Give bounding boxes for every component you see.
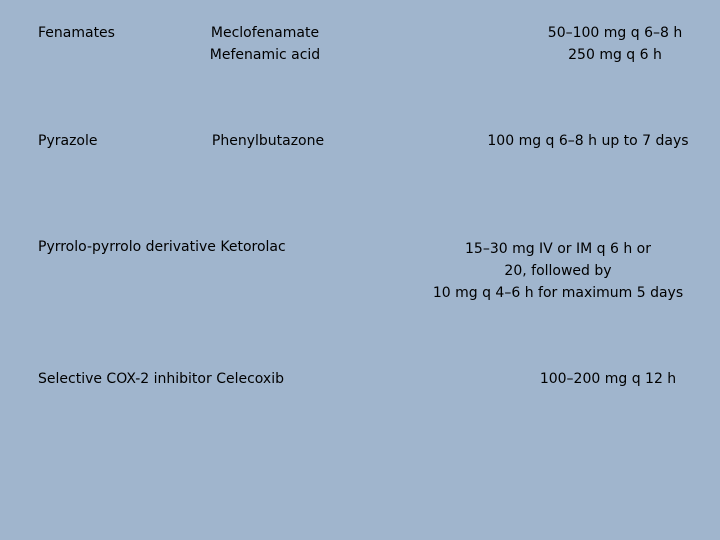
dose-celecoxib: 100–200 mg q 12 h [539,371,677,387]
dose-line: 20, followed by [504,263,612,279]
drug-class-cox2-celecoxib: Selective COX-2 inhibitor Celecoxib [38,371,284,387]
dose-ketorolac [420,238,696,304]
dose-line: 10 mg q 4–6 h for maximum 5 days [432,285,684,301]
drug-class-pyrazole: Pyrazole [38,133,98,149]
drug-names-fenamates [170,22,360,66]
dose-pyrazole: 100 mg q 6–8 h up to 7 days [487,133,689,149]
drug-name: Mefenamic acid [209,47,321,63]
dose-line: 15–30 mg IV or IM q 6 h or [465,241,651,257]
dose-fenamates [520,22,710,66]
drug-name: Meclofenamate [210,25,320,41]
dose-line: 250 mg q 6 h [568,47,662,63]
dose-line: 50–100 mg q 6–8 h [547,25,683,41]
drug-name-phenylbutazone: Phenylbutazone [211,133,325,149]
drug-class-fenamates: Fenamates [38,25,115,41]
drug-class-pyrrolo-ketorolac: Pyrrolo-pyrrolo derivative Ketorolac [38,239,286,255]
